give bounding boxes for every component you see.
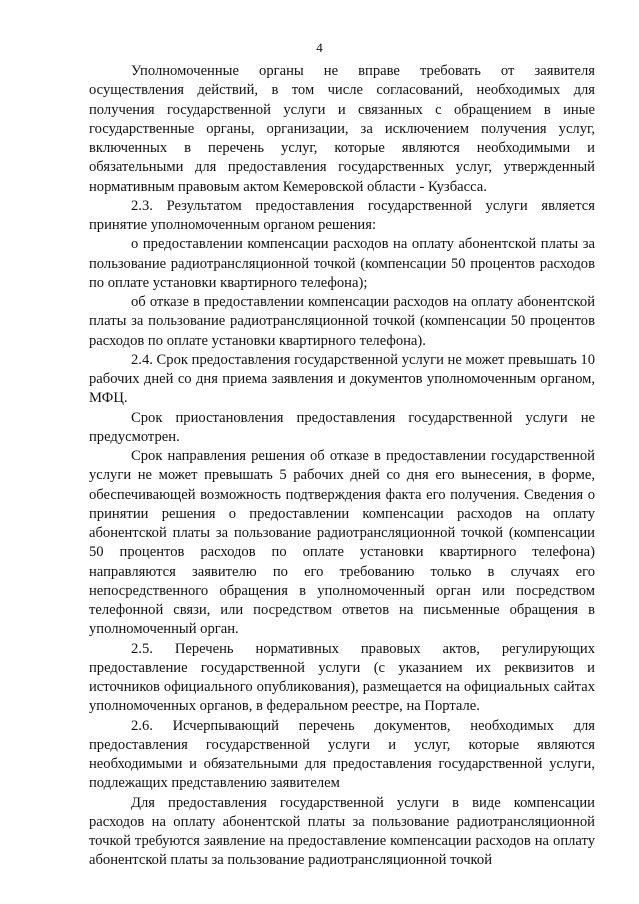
- page-number: 4: [316, 40, 323, 55]
- paragraph-2-4-term: 2.4. Срок предоставления государственной услуги не может превышать 10 рабочих дней со дня приема заявления и документов уполномоченным органом, МФЦ.: [89, 351, 595, 407]
- paragraph-2-3-result: 2.3. Результатом предоставления государственной услуги является принятие уполномоченным органом решения:: [89, 197, 595, 233]
- paragraph-2-5-legal-acts: 2.5. Перечень нормативных правовых актов, регулирующих предоставление государственной услуги (с указанием их реквизитов и источников официального опубликования), размещается на официальных сайтах уполномоченных органов, в федеральном реестре, на Портале.: [89, 640, 595, 715]
- paragraph-refusal-notice-term: Срок направления решения об отказе в предоставлении государственной услуги не может превышать 5 рабочих дней со дня его вынесения, в форме, обеспечивающей возможность подтверждения факта его получения. Сведения о принятии решения о предоставлении компенсации расходов на оплату абонентской платы за пользование радиотрансляционной точкой (компенсации 50 процентов расходов по оплате установки квартирного телефона) направляются заявителю по его требованию только в случаях его непосредственного обращения в уполномоченный орган или посредством телефонной связи, или посредством ответов на письменные обращения в уполномоченный орган.: [89, 448, 595, 638]
- paragraph-decision-grant: о предоставлении компенсации расходов на оплату абонентской платы за пользование радиотрансляционной точкой (компенсации 50 процентов расходов по оплате установки квартирного телефона);: [89, 236, 595, 291]
- paragraph-required-application: Для предоставления государственной услуги в виде компенсации расходов на оплату абонентской платы за пользование радиотрансляционной точкой требуются заявление на предоставление компенсации расходов на оплату абонентской платы за пользование радиотрансляционной точкой: [89, 794, 595, 869]
- paragraph-suspension-term: Срок приостановления предоставления государственной услуги не предусмотрен.: [89, 409, 595, 445]
- document-body: [89, 62, 595, 871]
- paragraph-authorities-restriction: Уполномоченные органы не вправе требовать от заявителя осуществления действий, в том числе согласований, необходимых для получения государственной услуги и связанных с обращением в иные государственные органы, организации, за исключением получения услуг, включенных в перечень услуг, которые являются необходимыми и обязательными для предоставления государственных услуг, утвержденный нормативным правовым актом Кемеровской области - Кузбасса.: [89, 63, 595, 195]
- paragraph-decision-refusal: об отказе в предоставлении компенсации расходов на оплату абонентской платы за пользование радиотрансляционной точкой (компенсации 50 процентов расходов по оплате установки квартирного телефона).: [89, 294, 595, 349]
- paragraph-2-6-documents: 2.6. Исчерпывающий перечень документов, необходимых для предоставления государственной услуги и услуг, которые являются необходимыми и обязательными для предоставления государственной услуги, подлежащих представлению заявителем: [89, 717, 595, 792]
